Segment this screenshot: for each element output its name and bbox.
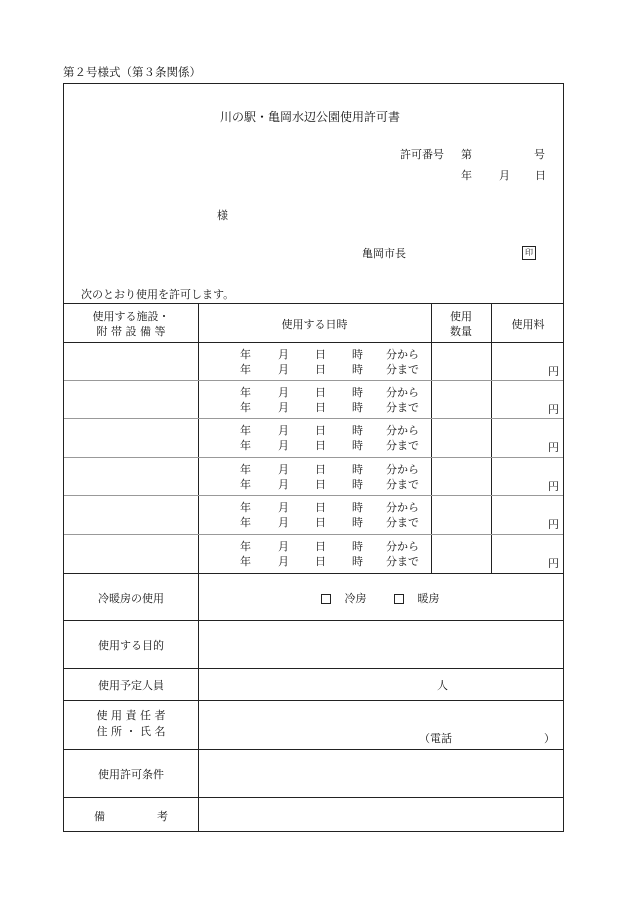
cooling-checkbox[interactable] — [321, 594, 331, 604]
permit-number-dai: 第 — [461, 148, 472, 161]
issuer-seal — [522, 245, 536, 260]
datetime-hour-label: 時 — [352, 463, 363, 476]
datetime-from-label: 分から — [386, 348, 419, 361]
permit-date-year: 年 — [461, 169, 472, 182]
permit-number-go: 号 — [534, 148, 545, 161]
datetime-year-label: 年 — [240, 363, 251, 376]
datetime-year-label: 年 — [240, 439, 251, 452]
datetime-year-label: 年 — [240, 478, 251, 491]
datetime-month-label: 月 — [278, 501, 289, 514]
datetime-year-label: 年 — [240, 540, 251, 553]
datetime-month-label: 月 — [278, 348, 289, 361]
datetime-day-label: 日 — [315, 463, 326, 476]
datetime-month-label: 月 — [278, 478, 289, 491]
heating-label: 冷暖房の使用 — [98, 592, 164, 605]
phone-close: ） — [544, 732, 555, 745]
permit-number-label: 許可番号 — [400, 148, 444, 161]
issuer-name: 亀岡市長 — [362, 247, 406, 260]
datetime-year-label: 年 — [240, 401, 251, 414]
header-quantity: 使用 数量 — [450, 310, 472, 338]
datetime-month-label: 月 — [278, 363, 289, 376]
datetime-to-label: 分まで — [386, 363, 419, 376]
datetime-from-label: 分から — [386, 540, 419, 553]
permit-form — [63, 83, 564, 832]
datetime-day-label: 日 — [315, 439, 326, 452]
datetime-month-label: 月 — [278, 463, 289, 476]
permit-date-day: 日 — [535, 169, 546, 182]
datetime-year-label: 年 — [240, 424, 251, 437]
people-label: 使用予定人員 — [98, 679, 164, 692]
form-title: 川の駅・亀岡水辺公園使用許可書 — [220, 110, 401, 124]
datetime-month-label: 月 — [278, 540, 289, 553]
permit-date-month: 月 — [499, 169, 510, 182]
datetime-year-label: 年 — [240, 555, 251, 568]
fee-yen-unit: 円 — [548, 403, 559, 416]
purpose-label: 使用する目的 — [98, 639, 164, 652]
datetime-month-label: 月 — [278, 555, 289, 568]
datetime-from-label: 分から — [386, 424, 419, 437]
datetime-hour-label: 時 — [352, 540, 363, 553]
datetime-month-label: 月 — [278, 516, 289, 529]
form-number-label: 第２号様式（第３条関係） — [63, 65, 201, 79]
recipient-suffix: 様 — [217, 209, 228, 222]
heating-checkbox[interactable] — [394, 594, 404, 604]
fee-yen-unit: 円 — [548, 518, 559, 531]
remarks-label-1: 備 — [94, 810, 105, 823]
datetime-year-label: 年 — [240, 463, 251, 476]
datetime-hour-label: 時 — [352, 516, 363, 529]
responsible-label: 使 用 責 任 者 住 所 ・ 氏 名 — [96, 709, 166, 738]
datetime-to-label: 分まで — [386, 516, 419, 529]
phone-open: （電話 — [419, 732, 452, 745]
datetime-month-label: 月 — [278, 439, 289, 452]
datetime-to-label: 分まで — [386, 401, 419, 414]
datetime-from-label: 分から — [386, 463, 419, 476]
remarks-label-2: 考 — [157, 810, 168, 823]
datetime-day-label: 日 — [315, 540, 326, 553]
datetime-year-label: 年 — [240, 348, 251, 361]
datetime-hour-label: 時 — [352, 363, 363, 376]
datetime-day-label: 日 — [315, 478, 326, 491]
datetime-to-label: 分まで — [386, 439, 419, 452]
datetime-day-label: 日 — [315, 386, 326, 399]
header-facility: 使用する施設・ 附 帯 設 備 等 — [92, 310, 170, 338]
seal-mark: 印 — [522, 246, 536, 260]
people-unit: 人 — [437, 679, 448, 692]
header-datetime: 使用する日時 — [281, 318, 348, 331]
fee-yen-unit: 円 — [548, 480, 559, 493]
datetime-day-label: 日 — [315, 424, 326, 437]
datetime-hour-label: 時 — [352, 478, 363, 491]
heating-option[interactable]: 暖房 — [394, 590, 440, 606]
datetime-hour-label: 時 — [352, 348, 363, 361]
datetime-day-label: 日 — [315, 516, 326, 529]
datetime-day-label: 日 — [315, 348, 326, 361]
datetime-day-label: 日 — [315, 363, 326, 376]
datetime-to-label: 分まで — [386, 555, 419, 568]
datetime-hour-label: 時 — [352, 439, 363, 452]
datetime-hour-label: 時 — [352, 386, 363, 399]
conditions-label: 使用許可条件 — [98, 768, 164, 781]
datetime-day-label: 日 — [315, 555, 326, 568]
datetime-to-label: 分まで — [386, 478, 419, 491]
datetime-day-label: 日 — [315, 401, 326, 414]
datetime-hour-label: 時 — [352, 401, 363, 414]
datetime-from-label: 分から — [386, 386, 419, 399]
intro-text: 次のとおり使用を許可します。 — [81, 288, 235, 301]
fee-yen-unit: 円 — [548, 365, 559, 378]
datetime-hour-label: 時 — [352, 424, 363, 437]
fee-yen-unit: 円 — [548, 557, 559, 570]
datetime-year-label: 年 — [240, 386, 251, 399]
datetime-from-label: 分から — [386, 501, 419, 514]
fee-yen-unit: 円 — [548, 441, 559, 454]
datetime-hour-label: 時 — [352, 501, 363, 514]
header-fee: 使用料 — [511, 318, 545, 331]
cooling-option[interactable]: 冷房 — [321, 590, 367, 606]
datetime-month-label: 月 — [278, 424, 289, 437]
datetime-month-label: 月 — [278, 386, 289, 399]
datetime-year-label: 年 — [240, 516, 251, 529]
datetime-year-label: 年 — [240, 501, 251, 514]
datetime-hour-label: 時 — [352, 555, 363, 568]
datetime-day-label: 日 — [315, 501, 326, 514]
datetime-month-label: 月 — [278, 401, 289, 414]
